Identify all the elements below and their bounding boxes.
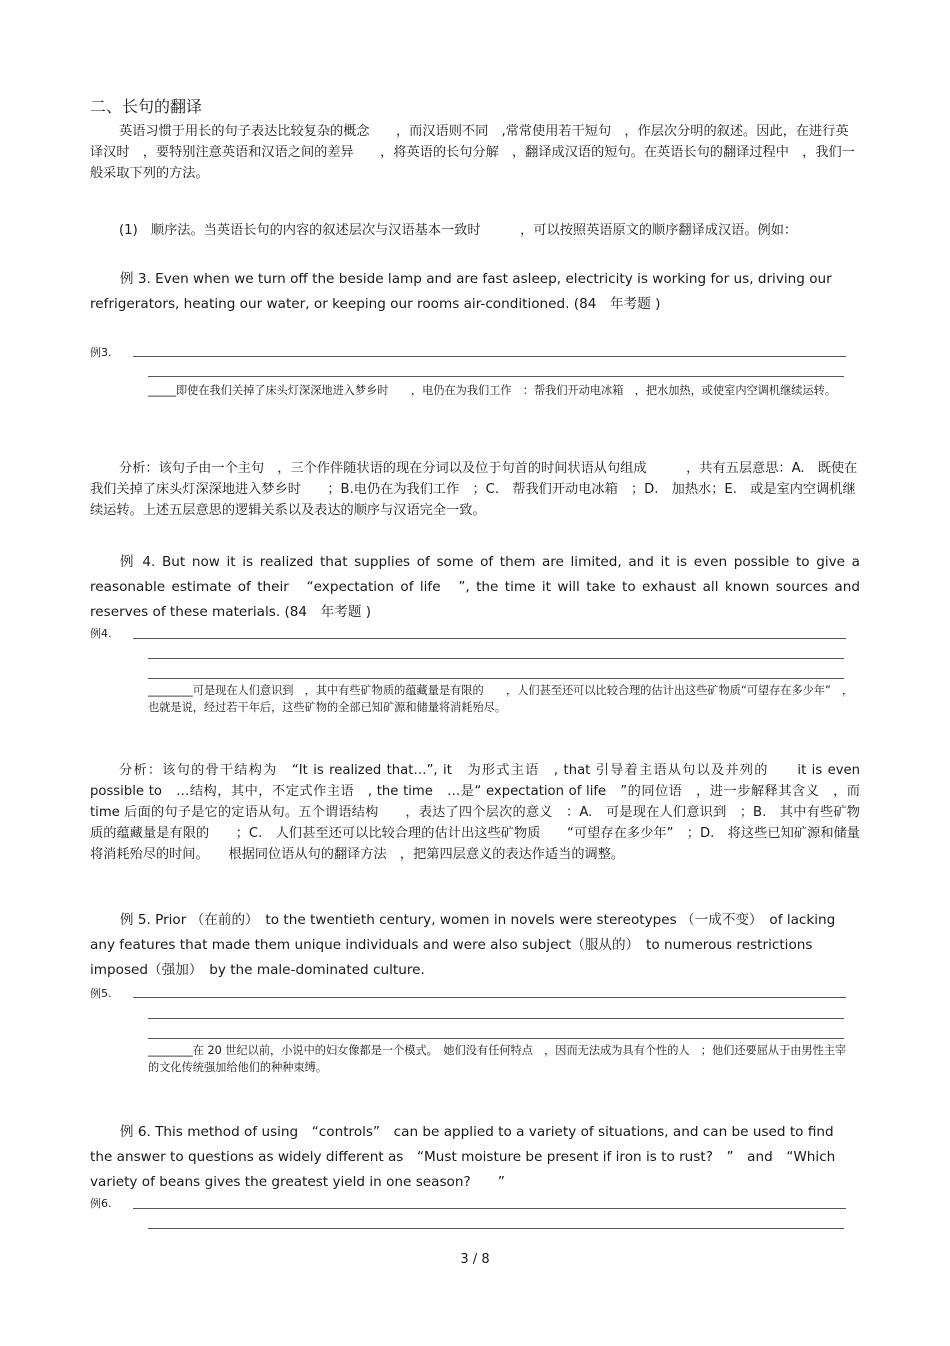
answer-line — [133, 356, 846, 357]
answer-line — [133, 997, 846, 998]
answer-line — [148, 376, 844, 377]
example-3-translation: _____即使在我们关掉了床头灯深深地进入梦乡时 ，电仍在为我们工作 ：帮我们开动电冰箱 ，把水加热，或使室内空调机继续运转。 — [148, 384, 837, 397]
answer-line — [133, 1208, 846, 1209]
method-1-paragraph: (1) 顺序法。当英语长句的内容的叙述层次与汉语基本一致时 ，可以按照英语原文的顺序翻译成汉语。例如： — [119, 223, 798, 238]
example-6-text: 例 6. This method of using “controls” can be applied to a variety of situations, and can be used to find the answer to questions as widely different as “Must moisture be present if iron is to rust? ” and “Which variety of beans gives the greatest yield in one season? ” — [90, 1124, 836, 1190]
example-4-label: 例4. — [90, 627, 112, 640]
answer-line — [148, 1038, 844, 1039]
section-title: 二、长句的翻译 — [90, 97, 203, 116]
intro-paragraph: 英语习惯于用长的句子表达比较复杂的概念 ，而汉语则不同 ,常常使用若干短句 ，作层次分明的叙述。因此，在进行英译汉时 ，要特别注意英语和汉语之间的差异 ，将英语的长句分解 ，翻译成汉语的短句。在英语长句的翻译过程中 ，我们一般采取下列的方法。 — [90, 124, 855, 181]
example-4-translation: ________可是现在人们意识到 ，其中有些矿物质的蕴藏量是有限的 ，人们甚至还可以比较合理的估计出这些矿物质“可望存在多少年” ，也就是说，经过若干年后，这些矿物的全部已知矿源和储量将消耗殆尽。 — [148, 684, 854, 714]
example-3-analysis: 分析：该句子由一个主句 ，三个作伴随状语的现在分词以及位于句首的时间状语从句组成 ，共有五层意思：A. 既使在我们关掉了床头灯深深地进入梦乡时 ；B.电仍在为我们工作 ；C. 帮我们开动电冰箱 ；D. 加热水；E. 或是室内空调机继续运转。上述五层意思的逻辑关系以及表达的顺序与汉语完全一致。 — [90, 461, 858, 518]
answer-line — [133, 638, 846, 639]
example-6-label: 例6. — [90, 1197, 112, 1210]
example-3-text: 例 3. Even when we turn off the beside lamp and are fast asleep, electricity is working for us, driving our refrigerators, heating our water, or keeping our rooms air-conditioned. (84 年考题 ) — [90, 271, 832, 312]
example-5-label: 例5. — [90, 987, 112, 1000]
answer-line — [148, 678, 844, 679]
example-3-label: 例3. — [90, 346, 112, 359]
page-number: 3 / 8 — [460, 1252, 490, 1267]
example-4-text: 例 4. But now it is realized that supplies of some of them are limited, and it is even possible to give a reasonable estimate of their “expectation of life ”, the time it will take to exhaust all known sources and reserves of these materials. (84 年考题 ) — [90, 554, 860, 620]
example-5-translation: ________在 20 世纪以前，小说中的妇女像都是一个模式。 她们没有任何特点 ，因而无法成为具有个性的人 ；他们还要屈从于由男性主宰的文化传统强加给他们的种种束缚。 — [148, 1044, 847, 1074]
answer-line — [148, 658, 844, 659]
answer-line — [148, 1018, 844, 1019]
example-4-analysis: 分析：该句的骨干结构为 “It is realized that…”, it 为形式主语 , that 引导着主语从句以及并列的 it is even possible to …结构，其中，不定式作主语 , the time …是“ expectation of life ”的同位语 ，进一步解释其含义 ，而 time 后面的句子是它的定语从句。五个谓语结构 ，表达了四个层次的意义 ：A. 可是现在人们意识到 ；B. 其中有些矿物质的蕴藏量是有限的 ；C. 人们甚至还可以比较合理的估计出这些矿物质 “可望存在多少年” ；D. 将这些已知矿源和储量将消耗殆尽的时间。 根据同位语从句的翻译方法 ，把第四层意义的表达作适当的调整。 — [90, 763, 860, 862]
example-5-text: 例 5. Prior （在前的） to the twentieth century, women in novels were stereotypes （一成不变） of lacking any features that made them unique individuals and were also subject（服从的） to numerous restrictions imposed（强加） by the male-dominated culture. — [90, 912, 836, 978]
answer-line — [148, 1228, 844, 1229]
